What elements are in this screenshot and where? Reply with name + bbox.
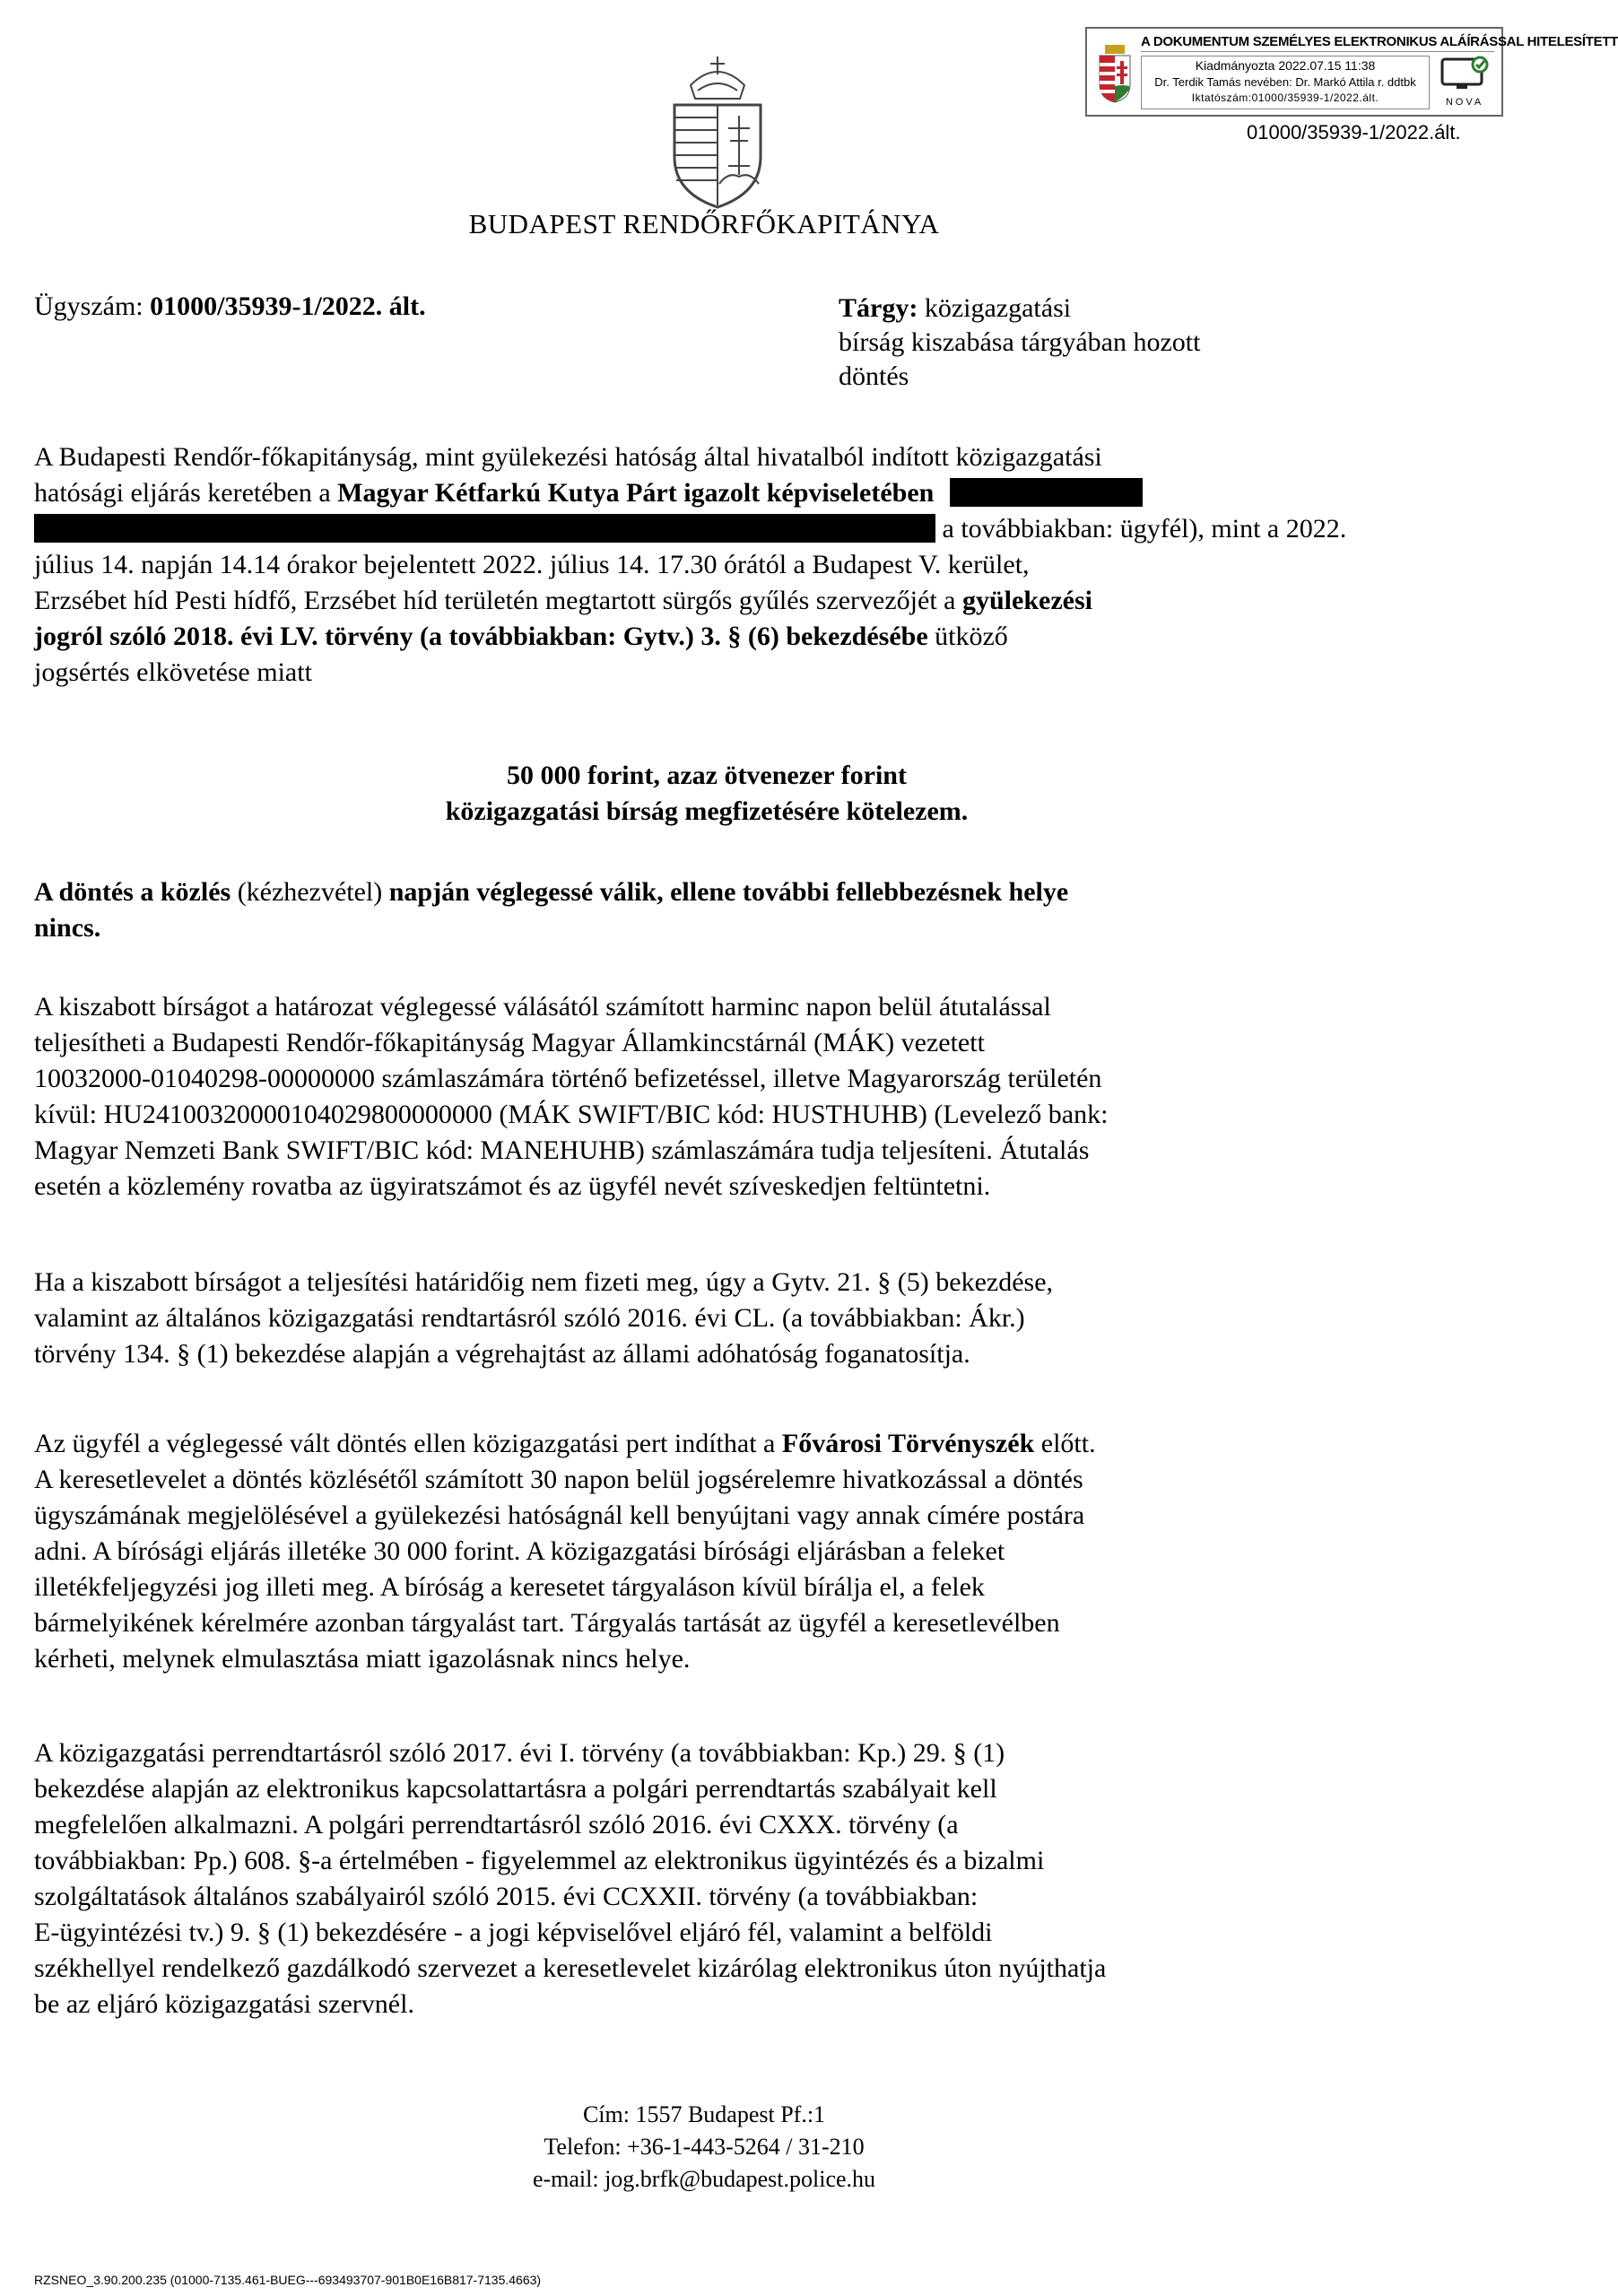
paragraph-line	[34, 475, 1379, 511]
nova-monitor-icon	[1439, 56, 1491, 91]
paragraph-line: jogsértés elkövetése miatt	[34, 657, 312, 687]
text-span: Az ügyfél a véglegessé vált döntés ellen közigazgatási pert indíthat a	[34, 1429, 782, 1458]
case-number: 01000/35939-1/2022. ált.	[150, 291, 426, 321]
fine-obligation: közigazgatási bírság megfizetésére kötelezem.	[445, 796, 969, 826]
paragraph-payment	[34, 989, 1379, 1205]
stamp-filing-number: Iktatószám:01000/35939-1/2022.ált.	[1191, 91, 1379, 104]
paragraph-line: A keresetlevelet a döntés közlésétől számított 30 napon belül jogsérelemre hivatkozással a döntés	[34, 1465, 1083, 1494]
paragraph-decision-intro	[34, 439, 1379, 691]
law-reference: jogról szóló 2018. évi LV. törvény (a továbbiakban: Gytv.) 3. § (6) bekezdésébe	[34, 622, 928, 651]
paragraph-line: továbbiakban: Pp.) 608. §-a értelmében - figyelemmel az elektronikus ügyintézés és a bizalmi	[34, 1846, 1045, 1875]
text-span: a továbbiakban: ügyfél), mint a 2022.	[942, 514, 1347, 544]
finality-statement	[34, 874, 1379, 946]
stamp-issued-text: Kiadmányozta 2022.07.15 11:38	[1195, 58, 1376, 73]
paragraph-line: valamint az általános közigazgatási rendtartásról szóló 2016. évi CL. (a továbbiakban: Ákr.)	[34, 1303, 1025, 1333]
paragraph-line: adni. A bírósági eljárás illetéke 30 000 forint. A közigazgatási bírósági eljárásban a feleket	[34, 1536, 1005, 1566]
text-span: hatósági eljárás keretében a	[34, 478, 338, 508]
paragraph-line: teljesítheti a Budapesti Rendőr-főkapitányság Magyar Államkincstárnál (MÁK) vezetett	[34, 1028, 985, 1057]
redaction-block	[34, 514, 935, 543]
text-span: (kézhezvétel)	[231, 877, 389, 907]
text-span: Erzsébet híd Pesti hídfő, Erzsébet híd területén megtartott sürgős gyűlés szervezőjét a	[34, 586, 962, 615]
paragraph-electronic-contact	[34, 1735, 1379, 2022]
paragraph-line: Ha a kiszabott bírságot a teljesítési határidőig nem fizeti meg, úgy a Gytv. 21. § (5) bekezdése,	[34, 1267, 1054, 1297]
footer-address: Cím: 1557 Budapest Pf.:1	[582, 2101, 826, 2127]
document-code: RZSNEO_3.90.200.235 (01000-7135.461-BUEG---693493707-901B0E16B817-7135.4663)	[34, 2273, 542, 2287]
case-number-line	[34, 291, 426, 322]
paragraph-line: E-ügyintézési tv.) 9. § (1) bekezdésére - a jogi képviselővel eljáró fél, valamint a belföldi	[34, 1918, 993, 1947]
paragraph-line: 10032000-01040298-00000000 számlaszámára történő befizetéssel, illetve Magyarország területén	[34, 1064, 1102, 1093]
paragraph-line: kérheti, melynek elmulasztása miatt igazolásnak nincs helye.	[34, 1644, 691, 1674]
paragraph-line: székhellyel rendelkező gazdálkodó szervezet a keresetlevelet kizárólag elektronikus úton nyújthatja	[34, 1953, 1107, 1983]
subject-line-3: döntés	[839, 361, 909, 391]
nova-logo	[1435, 56, 1494, 108]
court-name: Fővárosi Törvényszék	[781, 1429, 1035, 1458]
paragraph-line	[34, 511, 1379, 547]
paragraph-line: illetékfeljegyzési jog illeti meg. A bíróság a keresetet tárgyaláson kívül bírálja el, a felek	[34, 1572, 985, 1602]
footer-contact	[0, 2099, 1408, 2196]
paragraph-line: ügyszámának megjelölésével a gyülekezési hatóságnál kell benyújtani vagy annak címére postára	[34, 1500, 1085, 1530]
text-span: előtt.	[1034, 1429, 1096, 1458]
e-signature-stamp	[1085, 27, 1618, 117]
paragraph-line	[34, 874, 1379, 910]
footer-phone: Telefon: +36-1-443-5264 / 31-210	[544, 2134, 865, 2160]
paragraph-line: A Budapesti Rendőr-főkapitányság, mint gyülekezési hatóság által hivatalból indított közigazgatási	[34, 442, 1102, 472]
paragraph-line: megfelelően alkalmazni. A polgári perrendtartásról szóló 2016. évi CXXX. törvény (a	[34, 1810, 959, 1839]
text-span: napján véglegessé válik, ellene további fellebbezésnek helye	[388, 877, 1069, 907]
paragraph-line	[34, 583, 1379, 619]
hungarian-crest-icon	[1098, 45, 1132, 104]
paragraph-line: július 14. napján 14.14 órakor bejelentett 2022. július 14. 17.30 órától a Budapest V. kerület,	[34, 550, 1030, 579]
footer-email: e-mail: jog.brfk@budapest.police.hu	[532, 2166, 876, 2192]
paragraph-enforcement	[34, 1265, 1379, 1372]
agency-title: BUDAPEST RENDŐRFŐKAPITÁNYA	[468, 208, 940, 239]
coat-of-arms-icon	[664, 49, 771, 211]
stamp-signature-box	[1141, 56, 1430, 109]
stamp-signer-text: Dr. Terdik Tamás nevében: Dr. Markó Attila r. ddtbk	[1154, 75, 1416, 89]
paragraph-line	[34, 1426, 1379, 1462]
reference-number: 01000/35939-1/2022.ált.	[1247, 121, 1461, 144]
paragraph-line	[34, 619, 1379, 655]
paragraph-legal-remedy	[34, 1426, 1379, 1677]
subject-line-1: közigazgatási	[924, 293, 1072, 323]
paragraph-line: Magyar Nemzeti Bank SWIFT/BIC kód: MANEHUHB) számlaszámára tudja teljesíteni. Átutalás	[34, 1135, 1090, 1165]
paragraph-line: szolgáltatások általános szabályairól szóló 2015. évi CCXXII. törvény (a továbbiakban:	[34, 1882, 979, 1911]
subject-block	[839, 291, 1305, 394]
party-name: Magyar Kétfarkú Kutya Párt igazolt képviseletében	[337, 478, 935, 508]
text-span: nincs.	[34, 913, 101, 943]
paragraph-line: törvény 134. § (1) bekezdése alapján a végrehajtást az állami adóhatóság foganatosítja.	[34, 1339, 970, 1369]
paragraph-line: bekezdése alapján az elektronikus kapcsolattartásra a polgári perrendtartás szabályait kell	[34, 1774, 997, 1804]
paragraph-line: be az eljáró közigazgatási szervnél.	[34, 1989, 414, 2019]
paragraph-line: A közigazgatási perrendtartásról szóló 2017. évi I. törvény (a továbbiakban: Kp.) 29. § (1)	[34, 1738, 1005, 1768]
subject-line-2: bírság kiszabása tárgyában hozott	[839, 327, 1201, 357]
fine-amount: 50 000 forint, azaz ötvenezer forint	[507, 761, 907, 790]
paragraph-line: bármelyikének kérelmére azonban tárgyalást tart. Tárgyalás tartását az ügyfél a keresetlevélben	[34, 1608, 1060, 1638]
redaction-block	[950, 478, 1143, 507]
paragraph-line	[34, 910, 1379, 946]
text-span: ütköző	[927, 622, 1008, 651]
nova-label: NOVA	[1445, 97, 1484, 108]
paragraph-line: kívül: HU24100320000104029800000000 (MÁK SWIFT/BIC kód: HUSTHUHB) (Levelező bank:	[34, 1100, 1109, 1129]
paragraph-line: esetén a közlemény rovatba az ügyiratszámot és az ügyfél nevét szíveskedjen feltüntetni.	[34, 1171, 991, 1201]
subject-label: Tárgy:	[839, 293, 918, 323]
case-number-label: Ügyszám:	[34, 291, 144, 321]
law-reference: gyülekezési	[961, 586, 1092, 615]
fine-statement	[34, 758, 1379, 830]
text-span: A döntés a közlés	[34, 877, 231, 907]
paragraph-line: A kiszabott bírságot a határozat véglegessé válásától számított harminc napon belül átutalással	[34, 992, 1051, 1022]
stamp-certification-text: A DOKUMENTUM SZEMÉLYES ELEKTRONIKUS ALÁÍRÁSSAL HITELESÍTETT	[1141, 34, 1494, 52]
